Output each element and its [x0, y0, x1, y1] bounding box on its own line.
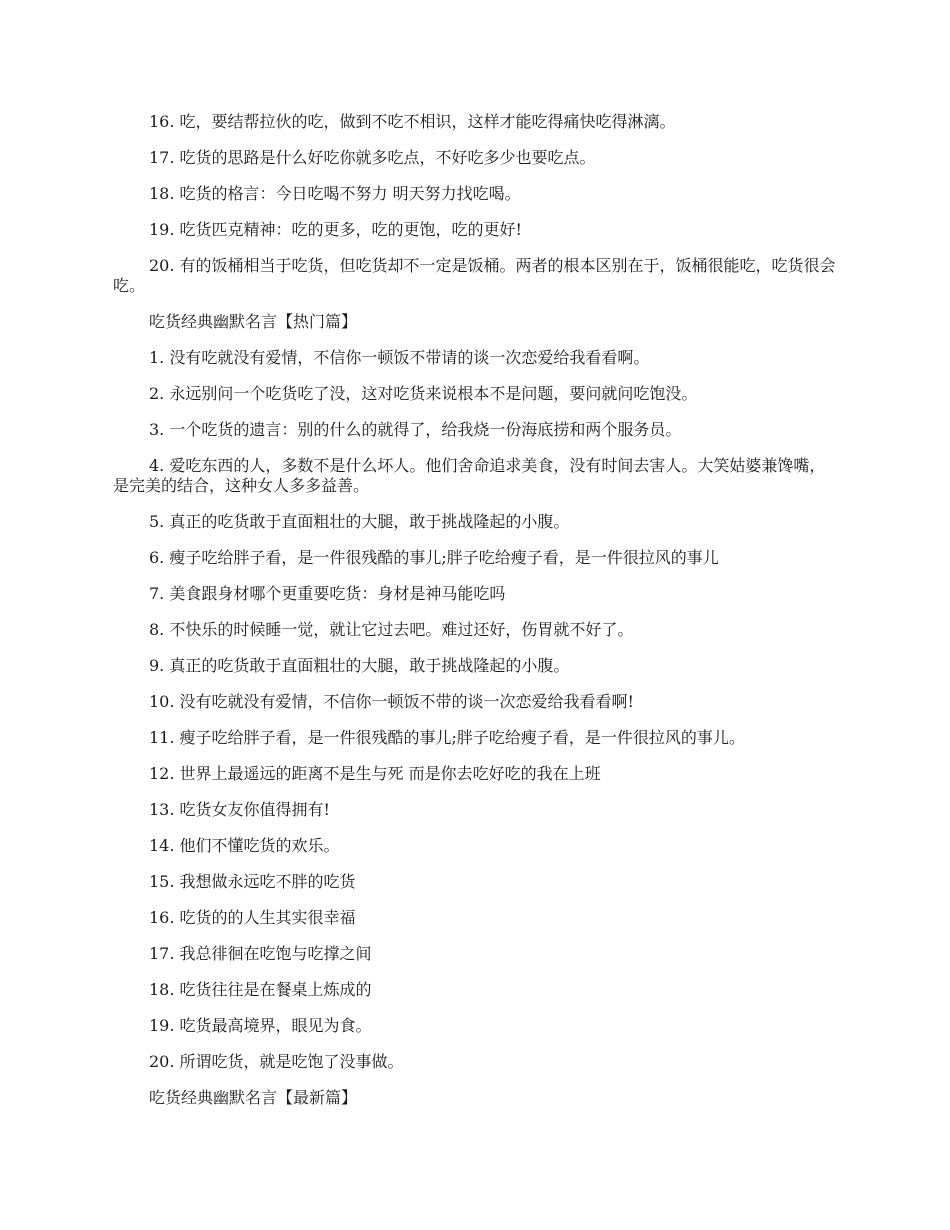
paragraph: 19. 吃货最高境界，眼见为食。: [149, 1016, 372, 1035]
paragraph: 12. 世界上最遥远的距离不是生与死 而是你去吃好吃的我在上班: [149, 764, 601, 783]
paragraph: 7. 美食跟身材哪个更重要吃货：身材是神马能吃吗: [149, 584, 506, 603]
document-body: [113, 112, 837, 1124]
section-heading-latest: 吃货经典幽默名言【最新篇】: [149, 1088, 358, 1107]
paragraph: 18. 吃货的格言：今日吃喝不努力 明天努力找吃喝。: [149, 184, 521, 203]
paragraph: 18. 吃货往往是在餐桌上炼成的: [149, 980, 372, 999]
paragraph: 8. 不快乐的时候睡一觉，就让它过去吧。难过还好，伤胃就不好了。: [149, 620, 634, 639]
paragraph: 20. 有的饭桶相当于吃货，但吃货却不一定是饭桶。两者的根本区别在于，饭桶很能吃，吃货很会吃。: [113, 256, 836, 295]
paragraph: 14. 他们不懂吃货的欢乐。: [149, 836, 340, 855]
paragraph: 5. 真正的吃货敢于直面粗壮的大腿，敢于挑战隆起的小腹。: [149, 512, 570, 531]
paragraph: 1. 没有吃就没有爱情，不信你一顿饭不带请的谈一次恋爱给我看看啊。: [149, 348, 650, 367]
paragraph: 17. 我总徘徊在吃饱与吃撑之间: [149, 944, 372, 963]
paragraph: 16. 吃货的的人生其实很幸福: [149, 908, 356, 927]
paragraph: 11. 瘦子吃给胖子看，是一件很残酷的事儿;胖子吃给瘦子看，是一件很拉风的事儿。: [149, 728, 745, 747]
paragraph: 4. 爱吃东西的人，多数不是什么坏人。他们舍命追求美食，没有时间去害人。大笑姑婆兼馋嘴，是完美的结合，这种女人多多益善。: [113, 456, 826, 495]
paragraph: 13. 吃货女友你值得拥有!: [149, 800, 330, 819]
paragraph: 20. 所谓吃货，就是吃饱了没事做。: [149, 1052, 404, 1071]
paragraph: 2. 永远别问一个吃货吃了没，这对吃货来说根本不是问题，要问就问吃饱没。: [149, 384, 698, 403]
paragraph: 16. 吃，要结帮拉伙的吃，做到不吃不相识，这样才能吃得痛快吃得淋漓。: [149, 112, 676, 131]
paragraph: 15. 我想做永远吃不胖的吃货: [149, 872, 356, 891]
section-heading-popular: 吃货经典幽默名言【热门篇】: [149, 312, 358, 331]
paragraph: 19. 吃货匹克精神：吃的更多，吃的更饱，吃的更好!: [149, 220, 522, 239]
paragraph: 3. 一个吃货的遗言：别的什么的就得了，给我烧一份海底捞和两个服务员。: [149, 420, 682, 439]
paragraph: 17. 吃货的思路是什么好吃你就多吃点，不好吃多少也要吃点。: [149, 148, 596, 167]
paragraph: 6. 瘦子吃给胖子看，是一件很残酷的事儿;胖子吃给瘦子看，是一件很拉风的事儿: [149, 548, 719, 567]
paragraph: 10. 没有吃就没有爱情，不信你一顿饭不带的谈一次恋爱给我看看啊!: [149, 692, 634, 711]
paragraph: 9. 真正的吃货敢于直面粗壮的大腿，敢于挑战隆起的小腹。: [149, 656, 570, 675]
